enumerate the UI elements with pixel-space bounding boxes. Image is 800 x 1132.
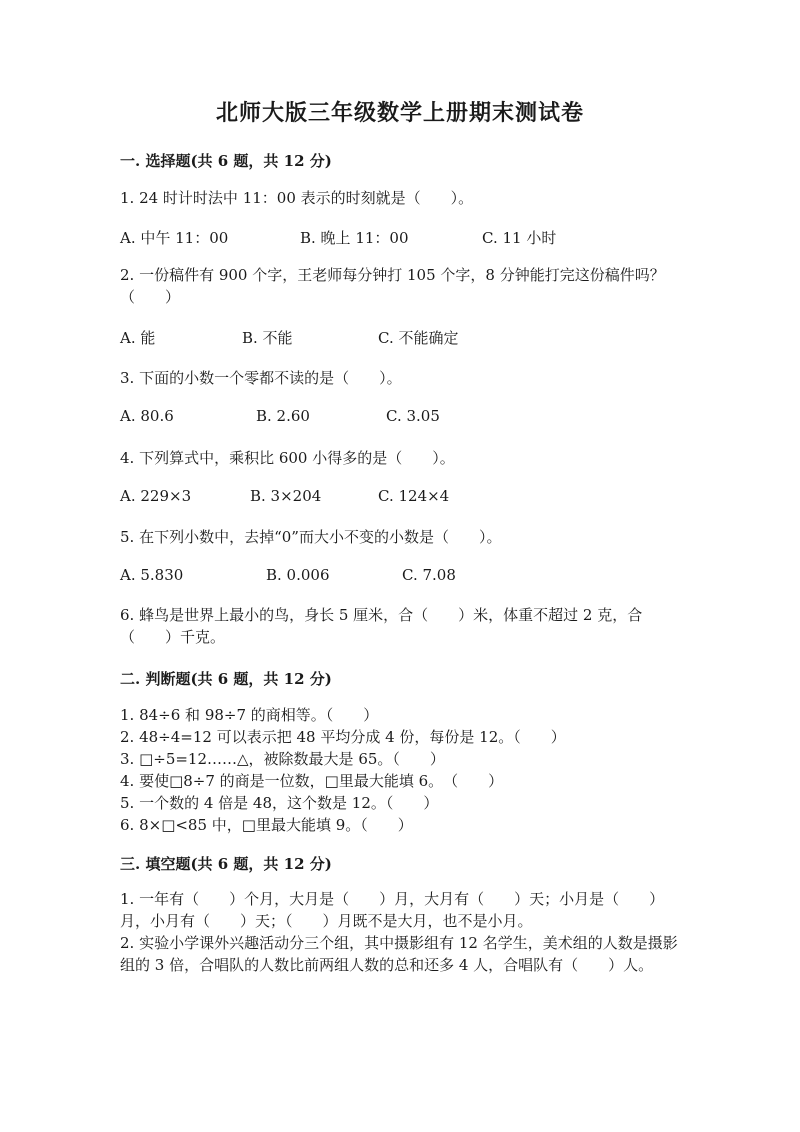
option-b: B. 2.60 [256,407,310,425]
option-b: B. 不能 [242,329,293,347]
question-options [120,327,680,349]
question-text: 4. 下列算式中，乘积比 600 小得多的是（ ）。 [120,449,455,467]
option-c: C. 不能确定 [378,329,459,347]
question-text: 5. 在下列小数中，去掉“0”而大小不变的小数是（ ）。 [120,528,502,546]
question-text: 2. 一份稿件有 900 个字，王老师每分钟打 105 个字，8 分钟能打完这份稿件吗？（ ） [120,266,665,306]
question-options [120,487,680,509]
judgement-item: 1. 84÷6 和 98÷7 的商相等。（ ） [120,706,379,724]
option-c: C. 7.08 [402,566,456,584]
section-heading-fill-blank: 三. 填空题(共 6 题，共 12 分) [120,855,332,873]
fill-blank-item: 2. 实验小学课外兴趣活动分三个组，其中摄影组有 12 名学生，美术组的人数是摄影组的 3 倍，合唱队的人数比前两组人数的总和还多 4 人，合唱队有（ ）人。 [120,934,678,974]
judgement-item: 5. 一个数的 4 倍是 48，这个数是 12。（ ） [120,794,439,812]
option-b: B. 晚上 11：00 [300,229,409,247]
question-text: 6. 蜂鸟是世界上最小的鸟，身长 5 厘米，合（ ）米，体重不超过 2 克，合（ ）千克。 [120,606,643,646]
judgement-item: 2. 48÷4=12 可以表示把 48 平均分成 4 份，每份是 12。（ ） [120,728,566,746]
option-a: A. 中午 11：00 [120,229,229,247]
judgement-item: 4. 要使□8÷7 的商是一位数，□里最大能填 6。 （ ） [120,772,504,790]
judgement-item: 3. □÷5=12……△，被除数最大是 65。（ ） [120,750,445,768]
question-options [120,566,680,588]
fill-blank-item: 1. 一年有（ ）个月，大月是（ ）月，大月有（ ）天；小月是（ ）月，小月有（ ）天；（ ）月既不是大月，也不是小月。 [120,890,665,930]
question-text: 1. 24 时计时法中 11：00 表示的时刻就是（ ）。 [120,189,474,207]
judgement-item: 6. 8×□<85 中，□里最大能填 9。（ ） [120,816,413,834]
question-options [120,227,680,249]
option-c: C. 3.05 [386,407,440,425]
option-a: A. 229×3 [120,487,192,505]
section-heading-judgement: 二. 判断题(共 6 题，共 12 分) [120,670,332,688]
option-a: A. 5.830 [120,566,184,584]
option-b: B. 3×204 [250,487,322,505]
question-options [120,407,680,429]
option-a: A. 80.6 [120,407,174,425]
option-b: B. 0.006 [266,566,330,584]
option-a: A. 能 [120,329,156,347]
section-heading-choice: 一. 选择题(共 6 题，共 12 分) [120,152,332,170]
question-text: 3. 下面的小数一个零都不读的是（ ）。 [120,369,402,387]
page-title: 北师大版三年级数学上册期末测试卷 [215,100,584,126]
option-c: C. 124×4 [378,487,450,505]
option-c: C. 11 小时 [482,229,557,247]
